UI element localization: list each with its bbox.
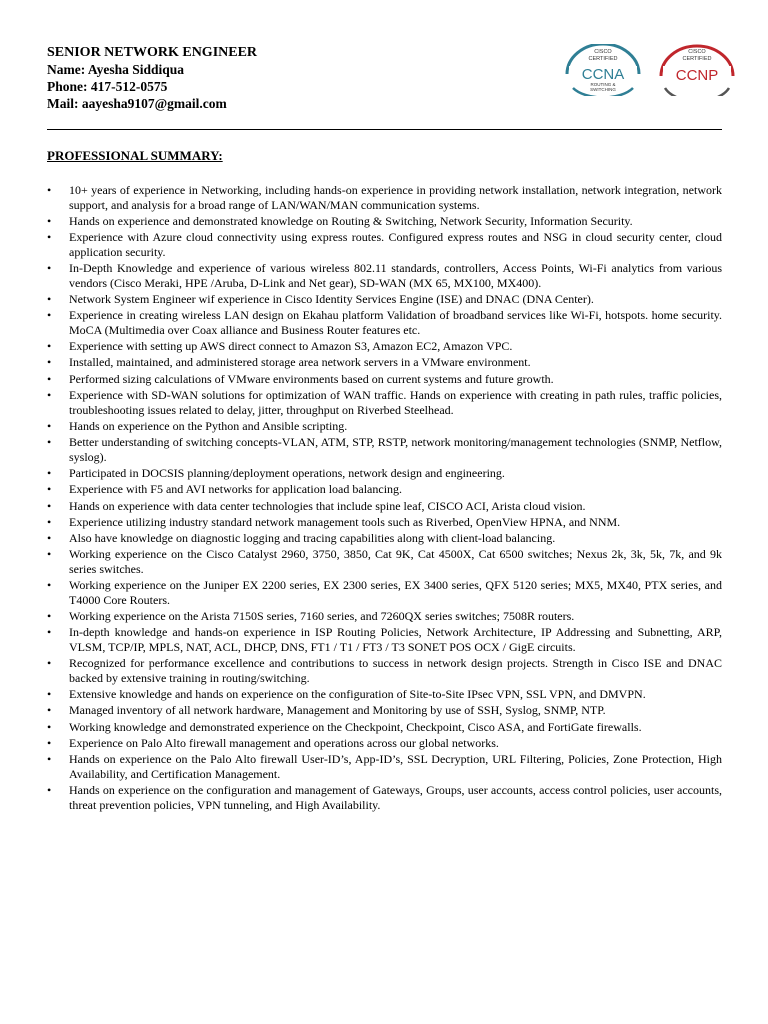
header-divider (47, 129, 722, 130)
summary-item: • Hands on experience on the configuration and management of Gateways, Groups, user accounts, access control policies, user accounts, threat prevention policies, VPN tunneling, and High Availability. (47, 783, 722, 812)
summary-item: • Experience utilizing industry standard network management tools such as Riverbed, OpenView HPNA, and NNM. (47, 515, 722, 530)
phone-line: Phone: 417-512-0575 (47, 79, 168, 94)
summary-item: • Experience with Azure cloud connectivity using express routes. Configured express routes and NSG in cloud security center, cloud application security. (47, 230, 722, 259)
certification-badges (559, 44, 744, 96)
ccnp-badge-top-text: CISCO (688, 49, 706, 55)
summary-item: • Experience in creating wireless LAN design on Ekahau platform Validation of broadband services like Wi-Fi, hotspots. home security. MoCA (Multimedia over Coax alliance and Business Router features etc. (47, 308, 722, 337)
ccna-badge-mid-text: CERTIFIED (588, 56, 618, 62)
summary-item: • Experience with F5 and AVI networks for application load balancing. (47, 482, 722, 497)
summary-item: • Experience with SD-WAN solutions for optimization of WAN traffic. Hands on experience with creating in path rules, traffic policies, troubleshooting issues related to delay, jitter, throughput on Riverbed Steelhead. (47, 388, 722, 417)
summary-item: • Extensive knowledge and hands on experience on the configuration of Site-to-Site IPsec VPN, SSL VPN, and DMVPN. (47, 687, 722, 702)
summary-item: • Hands on experience with data center technologies that include spine leaf, CISCO ACI, Arista cloud vision. (47, 499, 722, 514)
job-title: SENIOR NETWORK ENGINEER (47, 45, 258, 60)
summary-item: • Better understanding of switching concepts-VLAN, ATM, STP, RSTP, network monitoring/management technologies (SNMP, Netflow, syslog). (47, 435, 722, 464)
mail-line: Mail: aayesha9107@gmail.com (47, 96, 227, 111)
summary-item: • Experience on Palo Alto firewall management and operations across our global networks. (47, 736, 722, 751)
ccna-badge-sub1-text: ROUTING & (590, 82, 616, 87)
summary-item: • Also have knowledge on diagnostic logging and tracing capabilities along with client-load balancing. (47, 531, 722, 546)
summary-item: • In-depth knowledge and hands-on experience in ISP Routing Policies, Network Architecture, IP Addressing and Subnetting, ARP, VLSM, TCP/IP, MPLS, NAT, ACL, DHCP, DNS, FT1 / T1 / FT3 / T3 SONET POS OCX / GigE circuits. (47, 625, 722, 654)
summary-item: • Working experience on the Cisco Catalyst 2960, 3750, 3850, Cat 9K, Cat 4500X, Cat 6500 switches; Nexus 2k, 3k, 5k, 7k, and 9k series switches. (47, 547, 722, 576)
summary-item: • Experience with setting up AWS direct connect to Amazon S3, Amazon EC2, Amazon VPC. (47, 339, 722, 354)
ccnp-badge-mid-text: CERTIFIED (682, 56, 712, 62)
summary-item: • Working experience on the Juniper EX 2200 series, EX 2300 series, EX 3400 series, QFX 5120 series; MX5, MX40, PTX series, and T4000 Core Routers. (47, 578, 722, 607)
summary-item: • Hands on experience on the Python and Ansible scripting. (47, 419, 722, 434)
summary-item: • In-Depth Knowledge and experience of various wireless 802.11 standards, controllers, Access Points, Wi-Fi analytics from various vendors (Cisco Meraki, HPE /Aruba, D-Link and Net gear), SD-WAN (MX 65, MX100, MX400). (47, 261, 722, 290)
professional-summary-list (47, 183, 722, 814)
summary-item: • Recognized for performance excellence and contributions to success in network design projects. Strength in Cisco ISE and DNAC backed by extensive training in routing/switching. (47, 656, 722, 685)
resume-header (47, 44, 567, 112)
ccna-badge-top-text: CISCO (594, 49, 612, 55)
ccna-badge-sub2-text: SWITCHING (590, 87, 616, 92)
summary-item: • Working experience on the Arista 7150S series, 7160 series, and 7260QX series switches; 7508R routers. (47, 609, 722, 624)
summary-item: • Managed inventory of all network hardware, Management and Monitoring by use of SSH, Syslog, SNMP, NTP. (47, 703, 722, 718)
summary-item: • 10+ years of experience in Networking, including hands-on experience in providing network installation, network integration, network support, and analysis for a broad range of LAN/WAN/MAN communication systems. (47, 183, 722, 212)
summary-item: • Installed, maintained, and administered storage area network servers in a VMware environment. (47, 355, 722, 370)
summary-item: • Hands on experience on the Palo Alto firewall User-ID’s, App-ID’s, SSL Decryption, URL Filtering, Policies, Zone Protection, High Availability, and Certification Management. (47, 752, 722, 781)
ccna-badge-main-text: CCNA (581, 66, 625, 83)
candidate-name: Name: Ayesha Siddiqua (47, 62, 185, 77)
professional-summary-heading: PROFESSIONAL SUMMARY: (47, 148, 223, 163)
summary-item: • Participated in DOCSIS planning/deployment operations, network design and engineering. (47, 466, 722, 481)
summary-item: • Performed sizing calculations of VMware environments based on current systems and future growth. (47, 372, 722, 387)
ccnp-badge-main-text: CCNP (675, 67, 719, 84)
summary-item: • Network System Engineer wif experience in Cisco Identity Services Engine (ISE) and DNAC (DNA Center). (47, 292, 722, 307)
summary-item: • Working knowledge and demonstrated experience on the Checkpoint, Checkpoint, Cisco ASA, and FortiGate firewalls. (47, 720, 722, 735)
ccnp-badge-logo (653, 44, 741, 96)
summary-item: • Hands on experience and demonstrated knowledge on Routing & Switching, Network Security, Information Security. (47, 214, 722, 229)
ccna-badge-logo (559, 44, 647, 96)
